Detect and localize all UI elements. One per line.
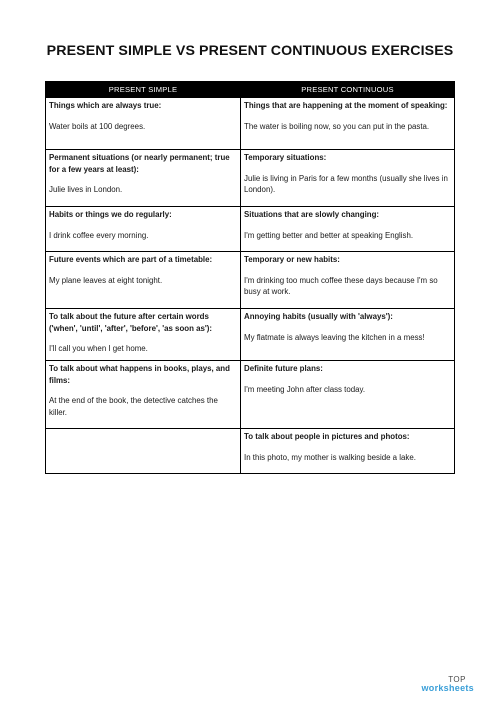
continuous-cell: [241, 252, 455, 309]
example-text: At the end of the book, the detective catches the killer.: [49, 396, 218, 417]
rule-text: Habits or things we do regularly:: [49, 210, 172, 219]
table-row: [46, 207, 455, 252]
grammar-table: [45, 81, 455, 474]
table-row: [46, 429, 455, 474]
example-text: Julie is living in Paris for a few months (usually she lives in London).: [244, 173, 448, 194]
example-text: I'm meeting John after class today.: [244, 384, 366, 394]
continuous-cell: [241, 150, 455, 207]
example-text: My plane leaves at eight tonight.: [49, 275, 163, 285]
continuous-cell: [241, 207, 455, 252]
logo-worksheets-text: worksheets: [421, 683, 474, 693]
table-header-row: [46, 82, 455, 98]
table-row: [46, 361, 455, 429]
rule-text: To talk about what happens in books, plays, and films:: [49, 364, 230, 385]
simple-cell: [46, 361, 241, 429]
simple-cell: [46, 150, 241, 207]
continuous-cell: [241, 309, 455, 361]
table-row: [46, 252, 455, 309]
rule-text: Permanent situations (or nearly permanent; true for a few years at least):: [49, 153, 230, 174]
simple-cell: [46, 309, 241, 361]
rule-text: Future events which are part of a timetable:: [49, 255, 213, 264]
example-text: In this photo, my mother is walking beside a lake.: [244, 452, 416, 462]
rule-text: Temporary situations:: [244, 153, 327, 162]
continuous-cell: [241, 361, 455, 429]
rule-text: Things which are always true:: [49, 101, 162, 110]
example-text: I'm getting better and better at speaking English.: [244, 230, 414, 240]
table-row: [46, 98, 455, 150]
example-text: I drink coffee every morning.: [49, 230, 149, 240]
simple-cell: [46, 207, 241, 252]
example-text: The water is boiling now, so you can put in the pasta.: [244, 121, 430, 131]
logo-top-text: TOP: [448, 675, 466, 684]
example-text: My flatmate is always leaving the kitchen in a mess!: [244, 332, 425, 342]
example-text: Julie lives in London.: [49, 185, 123, 194]
example-text: Water boils at 100 degrees.: [49, 121, 146, 131]
rule-text: Temporary or new habits:: [244, 255, 340, 264]
simple-cell: [46, 98, 241, 150]
continuous-cell: [241, 98, 455, 150]
rule-text: Situations that are slowly changing:: [244, 210, 380, 219]
rule-text: Things that are happening at the moment of speaking:: [244, 101, 448, 110]
header-present-simple: PRESENT SIMPLE: [46, 82, 241, 98]
rule-text: To talk about people in pictures and photos:: [244, 432, 410, 441]
simple-cell: [46, 252, 241, 309]
header-present-continuous: PRESENT CONTINUOUS: [241, 82, 455, 98]
rule-text: Annoying habits (usually with 'always'):: [244, 312, 393, 321]
example-text: I'll call you when I get home.: [49, 344, 148, 353]
continuous-cell: [241, 429, 455, 474]
table-row: [46, 309, 455, 361]
page-title: PRESENT SIMPLE VS PRESENT CONTINUOUS EXERCISES: [46, 43, 454, 59]
simple-cell: [46, 429, 241, 474]
rule-text: Definite future plans:: [244, 364, 323, 373]
example-text: I'm drinking too much coffee these days because I'm so busy at work.: [244, 275, 438, 296]
rule-text: To talk about the future after certain words ('when', 'until', 'after', 'before', 'as soon as'):: [49, 312, 213, 333]
topworksheets-logo: [421, 675, 474, 693]
table-row: [46, 150, 455, 207]
